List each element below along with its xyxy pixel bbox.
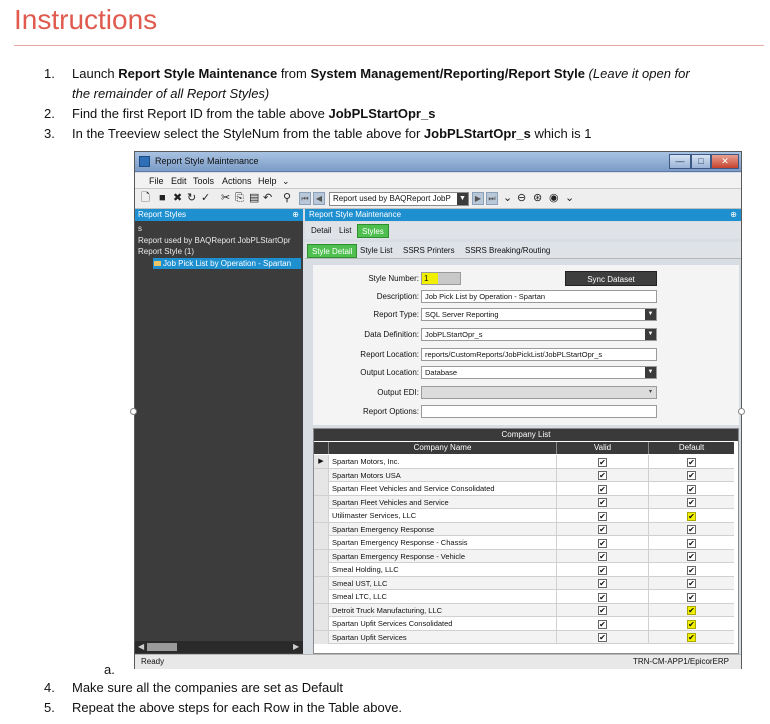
resize-handle[interactable] [738, 408, 745, 415]
step-number: 3. [44, 126, 55, 141]
row-selector[interactable] [314, 550, 328, 563]
search-icon[interactable]: ⚲ [283, 192, 292, 204]
default-checkbox[interactable]: ✔ [688, 592, 695, 602]
row-selector[interactable] [314, 536, 328, 549]
step-number: 2. [44, 106, 55, 121]
forward-icon[interactable]: ⊛ [533, 192, 543, 204]
dropdown-icon[interactable]: ▼ [645, 367, 656, 378]
table-row[interactable] [314, 563, 734, 577]
valid-checkbox[interactable]: ✔ [599, 565, 606, 575]
refresh-icon[interactable]: ↻ [187, 192, 197, 204]
table-row[interactable] [314, 482, 734, 496]
row-selector[interactable] [314, 563, 328, 576]
company-name-cell: Smeal Holding, LLC [328, 563, 556, 576]
tab-styles[interactable]: Styles [357, 224, 389, 238]
step-number: 5. [44, 700, 55, 715]
copy-icon[interactable]: ⎘ [235, 192, 244, 204]
grid-caption: Company List [314, 429, 738, 441]
table-row[interactable] [314, 509, 734, 523]
dropdown-icon[interactable]: ▼ [645, 309, 656, 320]
default-cell [648, 482, 734, 495]
scroll-left-icon[interactable]: ◀ [138, 642, 145, 651]
company-name-cell: Smeal LTC, LLC [328, 590, 556, 603]
default-cell [648, 536, 734, 549]
output-edi-label: Output EDI: [377, 388, 419, 397]
column-valid[interactable]: Valid [556, 442, 648, 454]
step-text: Repeat the above steps for each Row in the Table above. [72, 700, 403, 715]
window-titlebar[interactable] [135, 152, 741, 172]
first-record-icon[interactable]: ⏮ [299, 192, 311, 205]
style-tabs [305, 242, 741, 259]
default-checkbox[interactable]: ✔ [688, 525, 695, 535]
report-type-select[interactable]: SQL Server Reporting ▼ [421, 308, 657, 321]
valid-cell [556, 617, 648, 630]
table-row[interactable] [314, 590, 734, 604]
default-cell [648, 604, 734, 617]
menu-help[interactable]: Help [258, 176, 277, 186]
valid-cell [556, 631, 648, 644]
company-name-cell: Spartan Emergency Response [328, 523, 556, 536]
valid-checkbox[interactable]: ✔ [599, 579, 606, 589]
left-scrollbar[interactable] [135, 641, 303, 653]
default-checkbox[interactable]: ✔ [688, 457, 695, 467]
report-type-label: Report Type: [373, 310, 419, 319]
column-company-name[interactable]: Company Name [328, 442, 556, 454]
tree-node-report[interactable]: Report used by BAQReport JobPLStartOpr [138, 236, 291, 245]
home-icon[interactable]: ◉ [549, 192, 559, 204]
row-selector[interactable] [314, 523, 328, 536]
dropdown-icon[interactable]: ▼ [645, 329, 656, 340]
toolbar-more-icon[interactable]: ⌄ [565, 192, 575, 204]
valid-cell [556, 563, 648, 576]
valid-checkbox[interactable]: ✔ [599, 525, 606, 535]
tree-node-style-group[interactable]: Report Style (1) [138, 247, 195, 256]
table-row[interactable] [314, 536, 734, 550]
company-list-grid [313, 428, 739, 654]
report-options-label: Report Options: [362, 407, 419, 416]
company-name-cell: Smeal UST, LLC [328, 577, 556, 590]
default-cell [648, 631, 734, 644]
doc-title: Instructions [14, 4, 158, 35]
company-name-cell: Spartan Upfit Services Consolidated [328, 617, 556, 630]
default-checkbox[interactable]: ✔ [688, 498, 695, 508]
company-name-cell: Detroit Truck Manufacturing, LLC [328, 604, 556, 617]
valid-checkbox[interactable]: ✔ [599, 619, 606, 629]
step-text: Find the first Report ID from the table above JobPLStartOpr_s [72, 106, 436, 121]
status-bar [135, 654, 741, 669]
row-selector[interactable] [314, 617, 328, 630]
company-name-cell: Spartan Fleet Vehicles and Service Consolidated [328, 482, 556, 495]
close-button[interactable]: ✕ [711, 154, 739, 169]
valid-cell [556, 482, 648, 495]
scroll-thumb[interactable] [147, 643, 177, 651]
scroll-right-icon[interactable]: ▶ [293, 642, 300, 651]
toolbar [135, 189, 741, 209]
menu-overflow-icon[interactable]: ⌄ [282, 176, 290, 186]
default-cell [648, 523, 734, 536]
row-selector[interactable] [314, 496, 328, 509]
resize-handle[interactable] [130, 408, 137, 415]
table-row[interactable] [314, 631, 734, 645]
report-location-label: Report Location: [360, 350, 419, 359]
report-options-field[interactable] [421, 405, 657, 418]
default-cell [648, 509, 734, 522]
menu-file[interactable]: File [149, 176, 164, 186]
tab-ssrs-printers[interactable]: SSRS Printers [403, 246, 455, 255]
menu-bar [135, 173, 741, 189]
valid-cell [556, 455, 648, 468]
table-row[interactable] [314, 523, 734, 537]
sub-step-marker: a. [104, 662, 115, 677]
output-location-label: Output Location: [360, 368, 419, 377]
table-row[interactable] [314, 604, 734, 618]
previous-record-icon[interactable]: ◀ [313, 192, 325, 205]
window-title: Report Style Maintenance [155, 156, 259, 166]
tab-style-list[interactable]: Style List [360, 246, 393, 255]
default-cell [648, 577, 734, 590]
valid-cell [556, 577, 648, 590]
new-icon[interactable]: 🗋 [141, 192, 150, 204]
default-cell [648, 590, 734, 603]
description-label: Description: [376, 292, 419, 301]
default-checkbox[interactable]: ✔ [688, 538, 695, 548]
paste-icon[interactable]: ▤ [249, 192, 260, 204]
tab-style-detail[interactable]: Style Detail [307, 244, 357, 258]
valid-checkbox[interactable]: ✔ [599, 457, 606, 467]
tab-detail[interactable]: Detail [311, 226, 332, 235]
cut-icon[interactable]: ✂ [221, 192, 231, 204]
default-checkbox[interactable]: ✔ [688, 619, 695, 629]
status-text: Ready [141, 657, 165, 666]
toolbar-overflow-icon[interactable]: ⌄ [503, 192, 513, 204]
right-panel-header: Report Style Maintenance ⊕ [305, 209, 741, 221]
style-detail-form [313, 265, 739, 425]
default-cell [648, 469, 734, 482]
default-checkbox[interactable]: ✔ [688, 552, 695, 562]
description-field[interactable]: Job Pick List by Operation - Spartan [421, 290, 657, 303]
company-name-cell: Spartan Emergency Response - Chassis [328, 536, 556, 549]
delete-icon[interactable]: ✖ [173, 192, 183, 204]
step-text: Launch Report Style Maintenance from System Management/Reporting/Report Style (Leave it open for the remainder of all Report Styles) [72, 66, 690, 101]
default-cell [648, 496, 734, 509]
data-definition-label: Data Definition: [364, 330, 419, 339]
report-location-field[interactable]: reports/CustomReports/JobPickList/JobPLStartOpr_s [421, 348, 657, 361]
tab-list[interactable]: List [339, 226, 352, 235]
default-checkbox[interactable]: ✔ [688, 579, 695, 589]
pin-icon[interactable]: ⊕ [730, 210, 737, 219]
column-default[interactable]: Default [648, 442, 734, 454]
valid-cell [556, 523, 648, 536]
main-tabs [305, 222, 741, 239]
default-checkbox[interactable]: ✔ [688, 565, 695, 575]
dropdown-icon[interactable]: ▾ [645, 387, 656, 398]
row-selector[interactable] [314, 604, 328, 617]
sync-dataset-button[interactable]: Sync Dataset [565, 271, 657, 286]
pin-icon[interactable]: ⊕ [292, 210, 299, 219]
default-checkbox[interactable]: ✔ [688, 606, 695, 616]
row-selector[interactable] [314, 469, 328, 482]
valid-cell [556, 604, 648, 617]
row-selector[interactable] [314, 590, 328, 603]
row-selector[interactable] [314, 482, 328, 495]
row-selector[interactable]: ▶ [314, 455, 328, 468]
valid-checkbox[interactable]: ✔ [599, 592, 606, 602]
folder-icon [154, 261, 161, 266]
step-text: Make sure all the companies are set as Default [72, 680, 343, 695]
default-checkbox[interactable]: ✔ [688, 471, 695, 481]
row-selector[interactable] [314, 631, 328, 644]
valid-checkbox[interactable]: ✔ [599, 606, 606, 616]
table-row[interactable] [314, 617, 734, 631]
output-edi-select[interactable] [421, 386, 657, 399]
default-checkbox[interactable]: ✔ [688, 511, 695, 521]
company-name-cell: Spartan Upfit Services [328, 631, 556, 644]
row-selector[interactable] [314, 509, 328, 522]
default-cell [648, 455, 734, 468]
menu-actions[interactable]: Actions [222, 176, 252, 186]
report-style-window [134, 151, 742, 669]
valid-cell [556, 469, 648, 482]
company-name-cell: Spartan Motors, Inc. [328, 455, 556, 468]
grid-header [314, 442, 734, 454]
step-text: In the Treeview select the StyleNum from the table above for JobPLStartOpr_s which is 1 [72, 126, 592, 141]
default-checkbox[interactable]: ✔ [688, 484, 695, 494]
valid-cell [556, 590, 648, 603]
valid-cell [556, 536, 648, 549]
data-definition-select[interactable]: JobPLStartOpr_s ▼ [421, 328, 657, 341]
table-row[interactable] [314, 577, 734, 591]
tree-node-selected[interactable]: Job Pick List by Operation - Spartan [153, 258, 301, 269]
tree-line: s [138, 224, 142, 233]
default-checkbox[interactable]: ✔ [688, 633, 695, 643]
app-icon [139, 156, 150, 167]
menu-edit[interactable]: Edit [171, 176, 187, 186]
valid-checkbox[interactable]: ✔ [599, 538, 606, 548]
valid-checkbox[interactable]: ✔ [599, 511, 606, 521]
valid-checkbox[interactable]: ✔ [599, 471, 606, 481]
left-panel-header: Report Styles ⊕ [135, 209, 303, 221]
title-rule [14, 45, 764, 46]
maximize-button[interactable]: □ [691, 154, 711, 169]
server-text: TRN-CM-APP1/EpicorERP [632, 657, 729, 666]
valid-cell [556, 509, 648, 522]
valid-checkbox[interactable]: ✔ [599, 498, 606, 508]
style-number-label: Style Number: [368, 274, 419, 283]
record-combo[interactable]: Report used by BAQReport JobP ▼ [329, 192, 469, 206]
row-selector[interactable] [314, 577, 328, 590]
treeview-panel [135, 221, 303, 654]
valid-cell [556, 496, 648, 509]
company-name-cell: Spartan Motors USA [328, 469, 556, 482]
output-location-select[interactable]: Database ▼ [421, 366, 657, 379]
table-row[interactable] [314, 469, 734, 483]
default-cell [648, 563, 734, 576]
minimize-button[interactable]: — [669, 154, 691, 169]
company-name-cell: Spartan Emergency Response - Vehicle [328, 550, 556, 563]
next-record-icon[interactable]: ▶ [472, 192, 484, 205]
valid-checkbox[interactable]: ✔ [599, 633, 606, 643]
valid-cell [556, 550, 648, 563]
save-icon[interactable]: ■ [159, 192, 166, 204]
table-row[interactable] [314, 550, 734, 564]
check-icon[interactable]: ✓ [201, 192, 211, 204]
valid-checkbox[interactable]: ✔ [599, 484, 606, 494]
combo-dropdown-icon[interactable]: ▼ [457, 193, 468, 205]
menu-tools[interactable]: Tools [193, 176, 215, 186]
last-record-icon[interactable]: ⏭ [486, 192, 498, 205]
step-number: 1. [44, 66, 55, 81]
valid-checkbox[interactable]: ✔ [599, 552, 606, 562]
company-name-cell: Spartan Fleet Vehicles and Service [328, 496, 556, 509]
back-icon[interactable]: ⊖ [517, 192, 527, 204]
undo-icon[interactable]: ↶ [263, 192, 273, 204]
table-row[interactable] [314, 496, 734, 510]
tab-ssrs-breaking[interactable]: SSRS Breaking/Routing [465, 246, 551, 255]
company-name-cell: Utilimaster Services, LLC [328, 509, 556, 522]
step-number: 4. [44, 680, 55, 695]
style-number-field[interactable]: 1 [421, 272, 461, 285]
default-cell [648, 617, 734, 630]
table-row[interactable] [314, 455, 734, 469]
default-cell [648, 550, 734, 563]
